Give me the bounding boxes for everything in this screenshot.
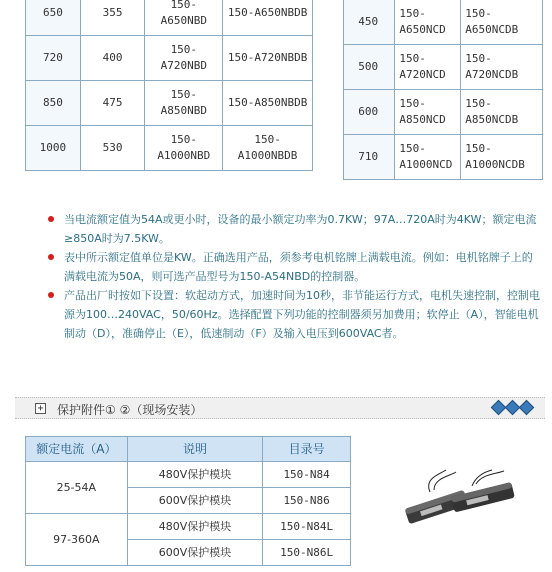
table-row: [26, 0, 313, 36]
rated-power-cell: 475: [80, 81, 145, 126]
model-nbd-cell: 150- A850NBD: [145, 81, 223, 126]
model-nbdb-cell: 150-A720NBDB: [223, 36, 313, 81]
model-nbd-cell: 150- A720NBD: [145, 36, 223, 81]
table-row: [26, 514, 351, 540]
module-right: [451, 482, 515, 513]
rated-current-cell: 600: [344, 90, 395, 135]
rated-current-cell: 650: [26, 0, 81, 36]
header-rated-current: 额定电流（A）: [26, 437, 128, 462]
rated-current-cell: 450: [344, 0, 395, 45]
expand-plus-icon[interactable]: +: [35, 403, 46, 414]
model-ncd-cell: 150- A720NCD: [395, 45, 461, 90]
bullet-dot-icon: [48, 292, 54, 298]
model-ncdb-cell: 150- A850NCDB: [461, 90, 543, 135]
current-range-cell: 97-360A: [26, 514, 128, 566]
description-cell: 480V保护模块: [127, 462, 263, 488]
diamond-icon: [519, 400, 535, 416]
protection-module-image: [400, 468, 520, 528]
model-nbd-cell: 150- A1000NBD: [145, 126, 223, 171]
model-ncdb-cell: 150- A650NCDB: [461, 0, 543, 45]
table-row: [26, 462, 351, 488]
description-cell: 600V保护模块: [127, 488, 263, 514]
rated-power-cell: 530: [80, 126, 145, 171]
model-nbdb-cell: 150- A1000NBDB: [223, 126, 313, 171]
rated-current-cell: 720: [26, 36, 81, 81]
spec-table-left: [25, 0, 313, 171]
note-item: [48, 210, 540, 248]
section-title: 保护附件① ②（现场安装）: [57, 403, 203, 417]
rated-power-cell: 400: [80, 36, 145, 81]
current-range-cell: 25-54A: [26, 462, 128, 514]
accessory-table: [25, 436, 351, 566]
bullet-dot-icon: [48, 254, 54, 260]
model-ncdb-cell: 150- A1000NCDB: [461, 135, 543, 180]
model-ncd-cell: 150- A650NCD: [395, 0, 461, 45]
spec-table-right: [343, 0, 543, 180]
rated-current-cell: 850: [26, 81, 81, 126]
diamond-decoration: [492, 402, 533, 413]
model-ncd-cell: 150- A1000NCD: [395, 135, 461, 180]
table-row: [26, 36, 313, 81]
table-row: [344, 135, 543, 180]
bullet-dot-icon: [48, 216, 54, 222]
rated-current-cell: 1000: [26, 126, 81, 171]
table-row: [344, 45, 543, 90]
table-header-row: [26, 437, 351, 462]
note-text: 产品出厂时按如下设置：软起动方式，加速时间为10秒，非节能运行方式，电机失速控制，控制电源为100…240VAC，50/60Hz。选择配置下列功能的控制器须另加费用；软停止（A），智能电机制动（D），准确停止（E），低速制动（F）及输入电压到600VAC者。: [64, 289, 540, 340]
spec-table-right-body: [344, 0, 543, 180]
header-catalog-number: 目录号: [263, 437, 351, 462]
catalog-number-cell: 150-N86L: [263, 540, 351, 566]
description-cell: 480V保护模块: [127, 514, 263, 540]
catalog-number-cell: 150-N86: [263, 488, 351, 514]
spec-table-left-body: [26, 0, 313, 171]
catalog-number-cell: 150-N84: [263, 462, 351, 488]
table-row: [344, 90, 543, 135]
header-description: 说明: [127, 437, 263, 462]
rated-current-cell: 710: [344, 135, 395, 180]
model-nbdb-cell: 150-A850NBDB: [223, 81, 313, 126]
catalog-number-cell: 150-N84L: [263, 514, 351, 540]
model-ncd-cell: 150- A850NCD: [395, 90, 461, 135]
note-item: [48, 248, 540, 286]
description-cell: 600V保护模块: [127, 540, 263, 566]
accessory-table-body: [26, 437, 351, 566]
accessories-section-header[interactable]: [15, 397, 545, 419]
rated-power-cell: 355: [80, 0, 145, 36]
table-row: [344, 0, 543, 45]
note-text: 当电流额定值为54A或更小时，设备的最小额定功率为0.7KW；97A…720A时为4KW；额定电流≥850A时为7.5KW。: [64, 213, 537, 245]
table-row: [26, 126, 313, 171]
notes-list: [48, 210, 540, 343]
note-text: 表中所示额定值单位是KW。正确选用产品，须参考电机铭牌上满载电流。例如：电机铭牌子上的满载电流为50A，则可选产品型号为150-A54NBD的控制器。: [64, 251, 533, 283]
model-nbd-cell: 150- A650NBD: [145, 0, 223, 36]
note-item: [48, 286, 540, 343]
table-row: [26, 81, 313, 126]
model-ncdb-cell: 150- A720NCDB: [461, 45, 543, 90]
rated-current-cell: 500: [344, 45, 395, 90]
model-nbdb-cell: 150-A650NBDB: [223, 0, 313, 36]
